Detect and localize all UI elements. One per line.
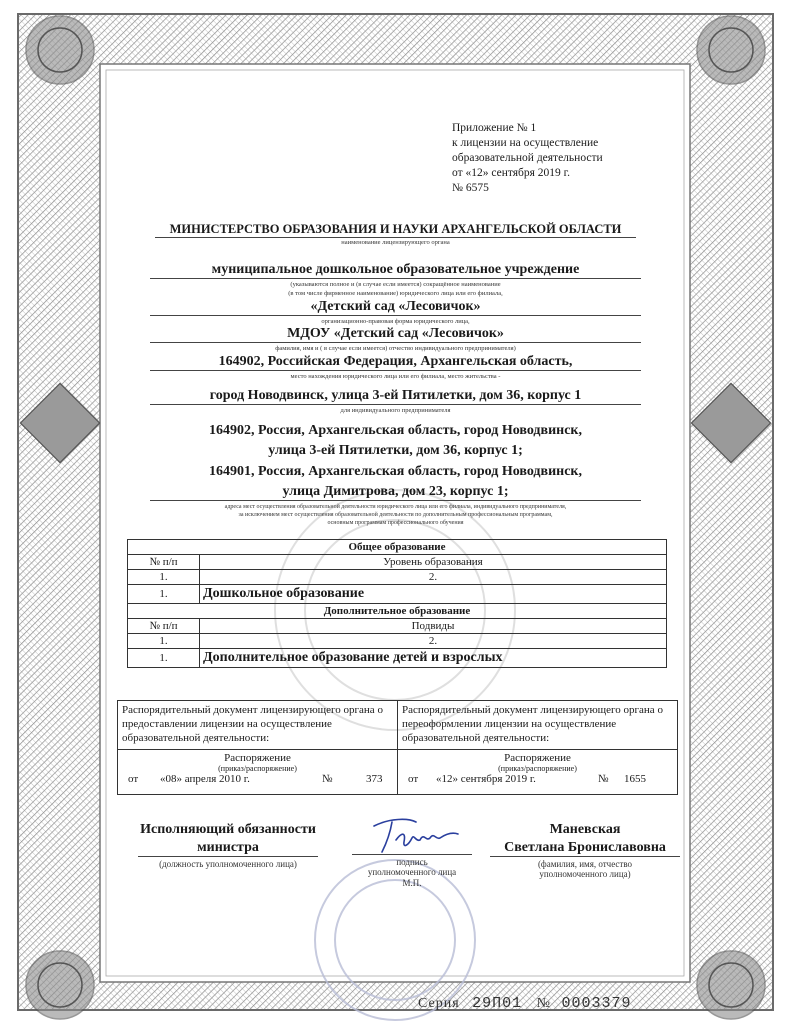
reissue-doc-heading: Распорядительный документ лицензирующего органа о переоформлении лицензии на осуществление образовательной деятельности: bbox=[398, 701, 678, 750]
table-row bbox=[128, 555, 667, 570]
row-value: Дошкольное образование bbox=[200, 585, 667, 604]
reissue-doc-details bbox=[398, 750, 678, 795]
signature-line bbox=[352, 854, 472, 855]
caption-address: место нахождения юридического лица или его филиала, место жительства - bbox=[290, 373, 501, 380]
documents-table bbox=[117, 700, 678, 795]
col-num-header: № п/п bbox=[128, 619, 200, 634]
name-caption-1: (фамилия, имя, отчество bbox=[537, 859, 633, 869]
place-1-line-a: 164902, Россия, Архангельская область, город Новодвинск, bbox=[209, 423, 582, 438]
signer-given-names: Светлана Брониславовна bbox=[490, 840, 680, 857]
authority-caption: наименование лицензирующего органа bbox=[341, 239, 450, 246]
col-sub-header: Подвиды bbox=[200, 619, 667, 634]
series-code: 29П01 bbox=[472, 995, 523, 1012]
table-row bbox=[128, 570, 667, 585]
grant-doc-type-caption: (приказ/распоряжение) bbox=[218, 764, 297, 773]
caption-name-1: (указываются полное и (в случае если имеется) сокращённое наименование bbox=[290, 281, 501, 288]
row-number: 1. bbox=[128, 649, 200, 668]
signer-surname: Маневская bbox=[549, 822, 621, 837]
licensee-short-name: МДОУ «Детский сад «Лесовичок» bbox=[150, 326, 641, 343]
caption-places-2: за исключением мест осуществления образовательной деятельности по дополнительным профессиональным программам, bbox=[238, 512, 553, 518]
table-row bbox=[118, 701, 678, 750]
reissue-doc-date: «12» сентября 2019 г. bbox=[436, 773, 536, 785]
grant-doc-date: «08» апреля 2010 г. bbox=[160, 773, 250, 785]
stamp-caption: М.П. bbox=[402, 878, 422, 888]
col-num-header: № п/п bbox=[128, 555, 200, 570]
grant-doc-type: Распоряжение bbox=[224, 752, 291, 764]
appendix-line: от «12» сентября 2019 г. bbox=[452, 167, 570, 179]
signer-position-2: министра bbox=[138, 840, 318, 857]
general-education-title: Общее образование bbox=[128, 540, 667, 555]
caption-form: организационно-правовая форма юридического лица, bbox=[321, 318, 470, 325]
grant-doc-number: 373 bbox=[366, 773, 383, 785]
reissue-doc-type: Распоряжение bbox=[504, 752, 571, 764]
sign-caption-2: уполномоченного лица bbox=[367, 867, 457, 877]
col-level-header: Уровень образования bbox=[200, 555, 667, 570]
table-row bbox=[118, 750, 678, 795]
table-row bbox=[128, 540, 667, 555]
caption-name-2: (в том числе фирменное наименование) юридического лица или его филиала, bbox=[288, 290, 503, 297]
handwritten-signature bbox=[360, 812, 470, 860]
caption-fio: фамилия, имя и ( в случае если имеется) отчество индивидуального предпринимателя) bbox=[275, 345, 516, 352]
appendix-line: № 6575 bbox=[452, 182, 489, 194]
col-index: 2. bbox=[200, 570, 667, 585]
licensee-address-1: 164902, Российская Федерация, Архангельская область, bbox=[150, 354, 641, 371]
position-caption: (должность уполномоченного лица) bbox=[159, 859, 297, 869]
licensee-address-2: город Новодвинск, улица 3-ей Пятилетки, дом 36, корпус 1 bbox=[150, 388, 641, 405]
appendix-line: образовательной деятельности bbox=[452, 152, 603, 164]
row-value: Дополнительное образование детей и взрослых bbox=[200, 649, 667, 668]
series-no-sign: № bbox=[536, 996, 552, 1011]
signer-position-1: Исполняющий обязанности bbox=[140, 822, 316, 837]
authority-name: МИНИСТЕРСТВО ОБРАЗОВАНИЯ И НАУКИ АРХАНГЕЛЬСКОЙ ОБЛАСТИ bbox=[155, 222, 636, 238]
series-label: Серия bbox=[418, 996, 460, 1011]
grant-doc-no-sign: № bbox=[322, 773, 333, 785]
name-caption-2: уполномоченного лица) bbox=[539, 869, 631, 879]
reissue-doc-type-caption: (приказ/распоряжение) bbox=[498, 764, 577, 773]
reissue-doc-number: 1655 bbox=[624, 773, 646, 785]
appendix-line: к лицензии на осуществление bbox=[452, 137, 599, 149]
grant-doc-details bbox=[118, 750, 398, 795]
reissue-doc-from: от bbox=[408, 773, 419, 785]
series-number: 0003379 bbox=[561, 995, 632, 1012]
form-series bbox=[418, 995, 632, 1012]
place-2-line-b: улица Димитрова, дом 23, корпус 1; bbox=[150, 484, 641, 501]
education-table bbox=[127, 539, 667, 668]
caption-ip: для индивидуального предпринимателя bbox=[340, 407, 451, 414]
table-row bbox=[128, 634, 667, 649]
caption-places-1: адреса мест осуществления образовательной деятельности юридического лица или его филиала, индивидуального предпринимателя, bbox=[224, 504, 567, 510]
reissue-doc-no-sign: № bbox=[598, 773, 609, 785]
extra-education-title: Дополнительное образование bbox=[128, 604, 667, 619]
col-index: 1. bbox=[128, 570, 200, 585]
appendix-line: Приложение № 1 bbox=[452, 122, 537, 134]
sign-caption-1: подпись bbox=[396, 857, 428, 867]
place-2-line-a: 164901, Россия, Архангельская область, город Новодвинск, bbox=[209, 464, 582, 479]
table-row bbox=[128, 619, 667, 634]
row-number: 1. bbox=[128, 585, 200, 604]
licensee-name-quoted: «Детский сад «Лесовичок» bbox=[150, 299, 641, 316]
appendix-block bbox=[452, 121, 603, 196]
caption-places-3: основным программам профессионального обучения bbox=[327, 520, 464, 526]
table-row bbox=[128, 585, 667, 604]
grant-doc-from: от bbox=[128, 773, 139, 785]
grant-doc-heading: Распорядительный документ лицензирующего органа о предоставлении лицензии на осуществление образовательной деятельности: bbox=[118, 701, 398, 750]
table-row bbox=[128, 604, 667, 619]
col-index: 2. bbox=[200, 634, 667, 649]
licensee-full-name: муниципальное дошкольное образовательное учреждение bbox=[150, 262, 641, 279]
place-1-line-b: улица 3-ей Пятилетки, дом 36, корпус 1; bbox=[268, 443, 523, 458]
col-index: 1. bbox=[128, 634, 200, 649]
table-row bbox=[128, 649, 667, 668]
